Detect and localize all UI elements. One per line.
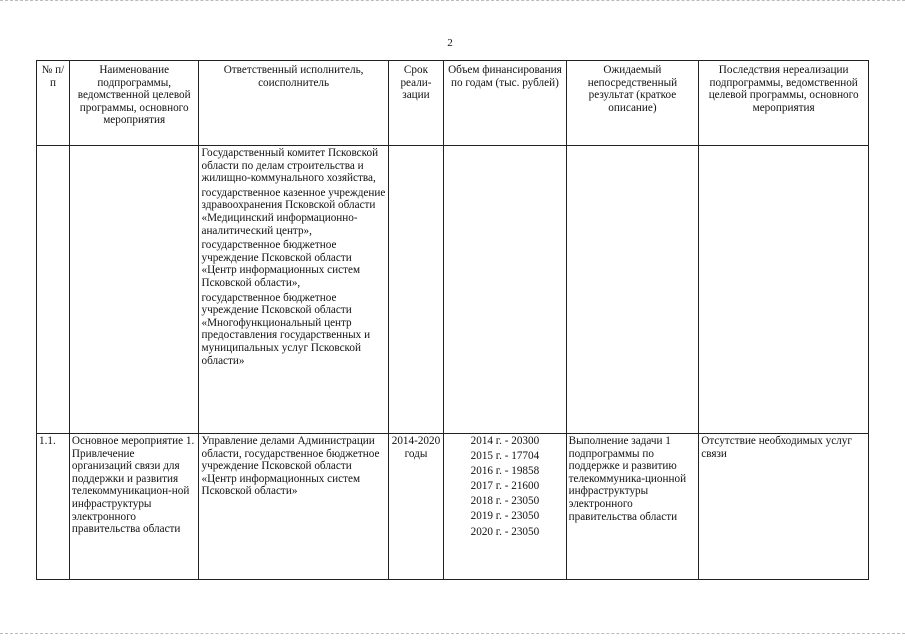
financing-year: 2017 г. - 21600 [470, 480, 540, 493]
scan-edge-bottom [0, 633, 905, 637]
financing-year: 2014 г. - 20300 [470, 435, 540, 447]
financing-list [446, 435, 563, 538]
executor-item: государственное бюджетное учреждение Псковской области «Многофункциональный центр предоставления государственных и муниципальных услуг Псковской области» [201, 291, 371, 367]
table-header-row [37, 61, 869, 146]
cell-empty-consequences [699, 146, 869, 434]
scan-edge-top [0, 0, 905, 4]
header-executor: Ответственный исполнитель, соисполнитель [199, 61, 388, 146]
executor-item: Государственный комитет Псковской области по делам строительства и жилищно-коммунального хозяйства, [201, 147, 379, 185]
executor-item: государственное казенное учреждение здравоохранения Псковской области «Медицинский информационно-аналитический центр», [201, 186, 386, 237]
financing-year: 2020 г. - 23050 [470, 525, 540, 538]
cell-financing [444, 434, 566, 580]
cell-consequences: Отсутствие необходимых услуг связи [699, 434, 869, 580]
header-financing: Объем финансирования по годам (тыс. рублей) [444, 61, 566, 146]
table-row-1-1 [37, 434, 869, 580]
cell-result: Выполнение задачи 1 подпрограммы по поддержке и развитию телекоммуника-ционной инфраструктуры электронного правительства области [566, 434, 699, 580]
header-result: Ожидаемый непосредственный результат (краткое описание) [566, 61, 699, 146]
cell-name: Основное мероприятие 1. Привлечение организаций связи для поддержки и развития телекоммуникацион-ной инфраструктуры электронного правительства области [69, 434, 199, 580]
cell-executors-continuation [199, 146, 388, 434]
header-consequences: Последствия нереализации подпрограммы, ведомственной целевой программы, основного мероприятия [699, 61, 869, 146]
executor-item: государственное бюджетное учреждение Псковской области «Центр информационных систем Псковской области», [201, 239, 361, 289]
cell-empty-name [69, 146, 199, 434]
financing-year: 2016 г. - 19858 [470, 465, 540, 478]
table-row-continuation [37, 146, 869, 434]
program-table [36, 60, 869, 580]
header-name: Наименование подпрограммы, ведомственной целевой программы, основного мероприятия [69, 61, 199, 146]
cell-empty-result [566, 146, 699, 434]
header-term: Срок реали-зации [388, 61, 444, 146]
financing-year: 2018 г. - 23050 [470, 495, 540, 508]
cell-num: 1.1. [37, 434, 70, 580]
cell-executor: Управление делами Администрации области, государственное бюджетное учреждение Псковской области «Центр информационных систем Псковской области» [199, 434, 388, 580]
cell-empty-term [388, 146, 444, 434]
financing-year: 2015 г. - 17704 [470, 450, 540, 463]
cell-empty-financing [444, 146, 566, 434]
page-number: 2 [447, 37, 453, 49]
financing-year: 2019 г. - 23050 [470, 510, 540, 523]
cell-empty-num [37, 146, 70, 434]
cell-term: 2014-2020 годы [388, 434, 444, 580]
header-num: № п/п [37, 61, 70, 146]
